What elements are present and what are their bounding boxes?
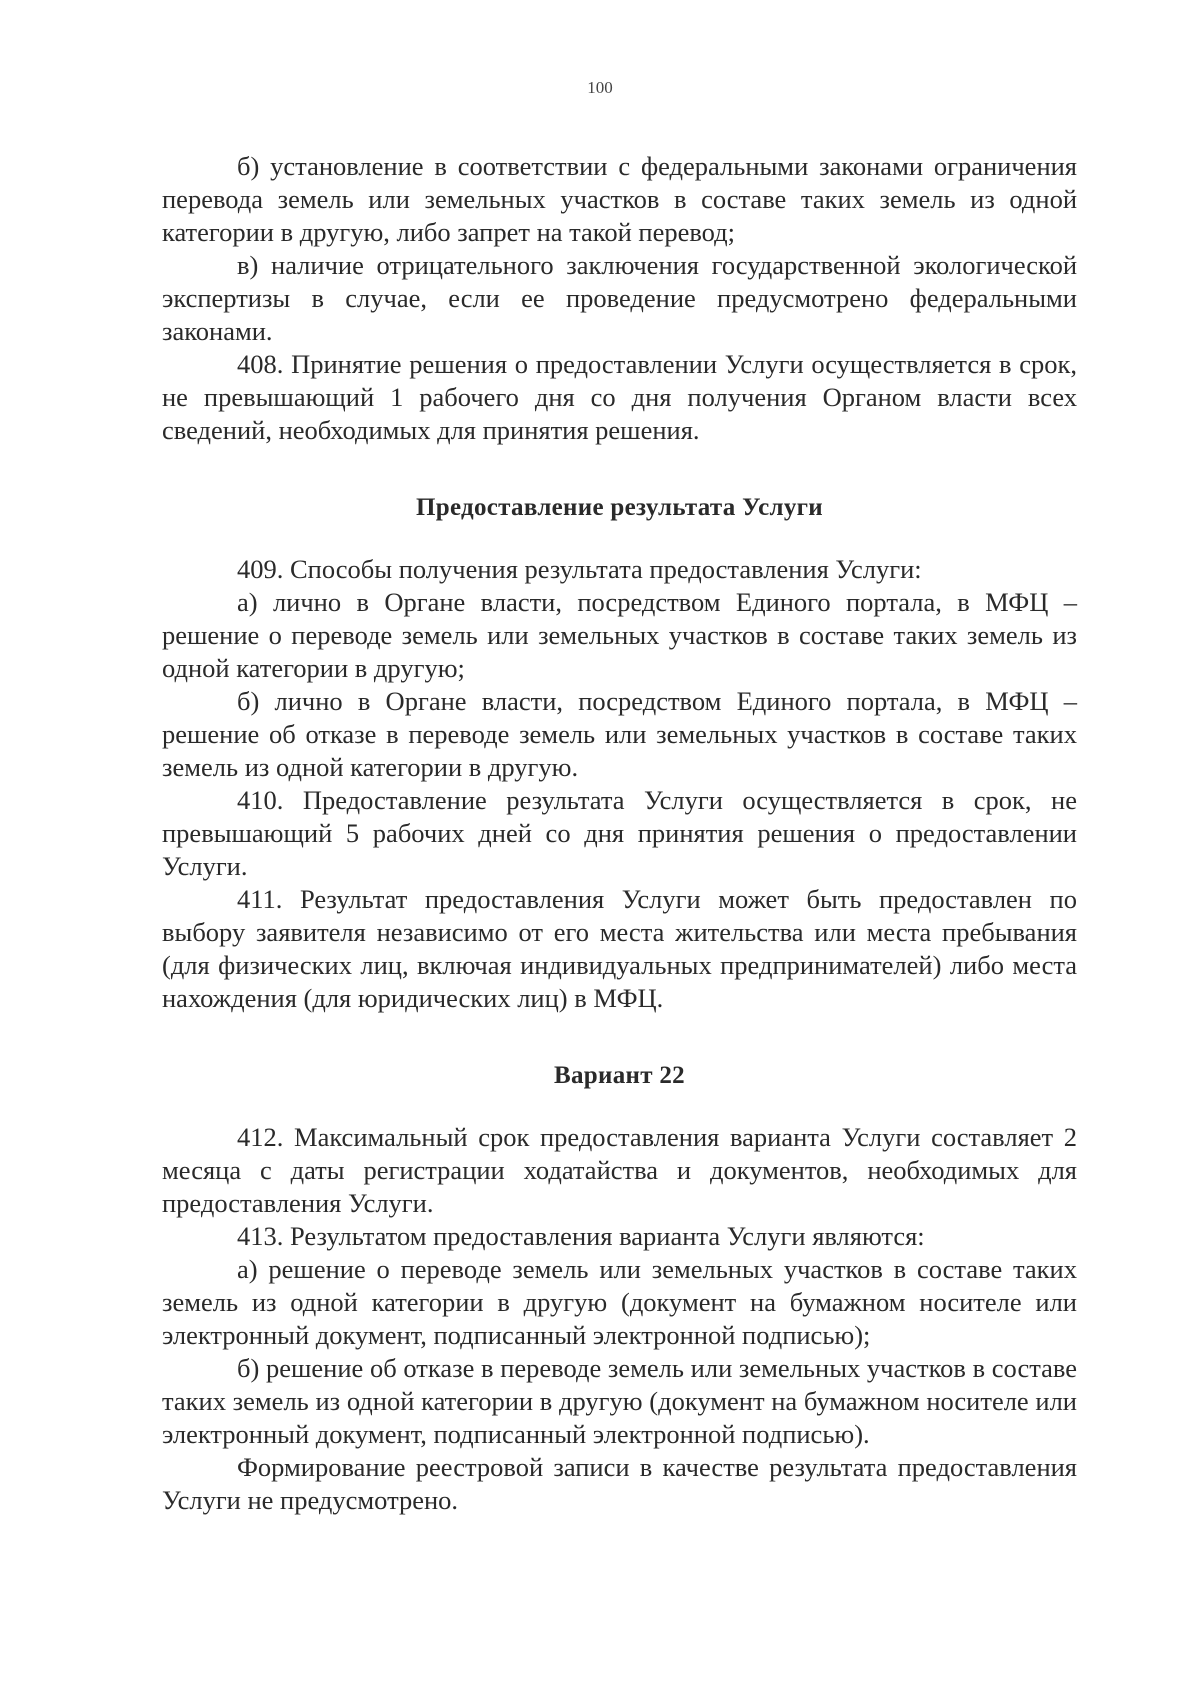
paragraph-413-b: б) решение об отказе в переводе земель или земельных участков в составе таких земель из одной категории в другую (документ на бумажном носителе или электронный документ, подписанный электронной подписью). xyxy=(162,1353,1077,1449)
paragraph-409-b: б) лично в Органе власти, посредством Единого портала, в МФЦ – решение об отказе в переводе земель или земельных участков в составе таких земель из одной категории в другую. xyxy=(162,686,1077,782)
page-number: 100 xyxy=(587,78,613,97)
section-heading-result: Предоставление результата Услуги xyxy=(416,494,823,521)
paragraph-409-a: а) лично в Органе власти, посредством Единого портала, в МФЦ – решение о переводе земель или земельных участков в составе таких земель из одной категории в другую; xyxy=(162,587,1077,683)
paragraph-413: 413. Результатом предоставления варианта Услуги являются: xyxy=(237,1221,925,1251)
section-heading-variant-22: Вариант 22 xyxy=(554,1062,685,1089)
document-body xyxy=(162,150,1077,1517)
paragraph-412: 412. Максимальный срок предоставления варианта Услуги составляет 2 месяца с даты регистрации ходатайства и документов, необходимых для предоставления Услуги. xyxy=(162,1122,1077,1218)
paragraph-v-ecological-expertise: в) наличие отрицательного заключения государственной экологической экспертизы в случае, если ее проведение предусмотрено федеральными законами. xyxy=(162,250,1077,346)
paragraph-413-a: а) решение о переводе земель или земельных участков в составе таких земель из одной категории в другую (документ на бумажном носителе или электронный документ, подписанный электронной подписью); xyxy=(162,1254,1077,1350)
paragraph-410: 410. Предоставление результата Услуги осуществляется в срок, не превышающий 5 рабочих дней со дня принятия решения о предоставлении Услуги. xyxy=(162,785,1077,881)
paragraph-411: 411. Результат предоставления Услуги может быть предоставлен по выбору заявителя независимо от его места жительства или места пребывания (для физических лиц, включая индивидуальных предпринимателей) либо места нахождения (для юридических лиц) в МФЦ. xyxy=(162,884,1077,1013)
paragraph-409: 409. Способы получения результата предоставления Услуги: xyxy=(237,554,922,584)
paragraph-408: 408. Принятие решения о предоставлении Услуги осуществляется в срок, не превышающий 1 рабочего дня со дня получения Органом власти всех сведений, необходимых для принятия решения. xyxy=(162,349,1077,445)
paragraph-b-restriction: б) установление в соответствии с федеральными законами ограничения перевода земель или земельных участков в составе таких земель из одной категории в другую, либо запрет на такой перевод; xyxy=(162,151,1077,247)
paragraph-registry-record: Формирование реестровой записи в качестве результата предоставления Услуги не предусмотрено. xyxy=(162,1452,1077,1515)
